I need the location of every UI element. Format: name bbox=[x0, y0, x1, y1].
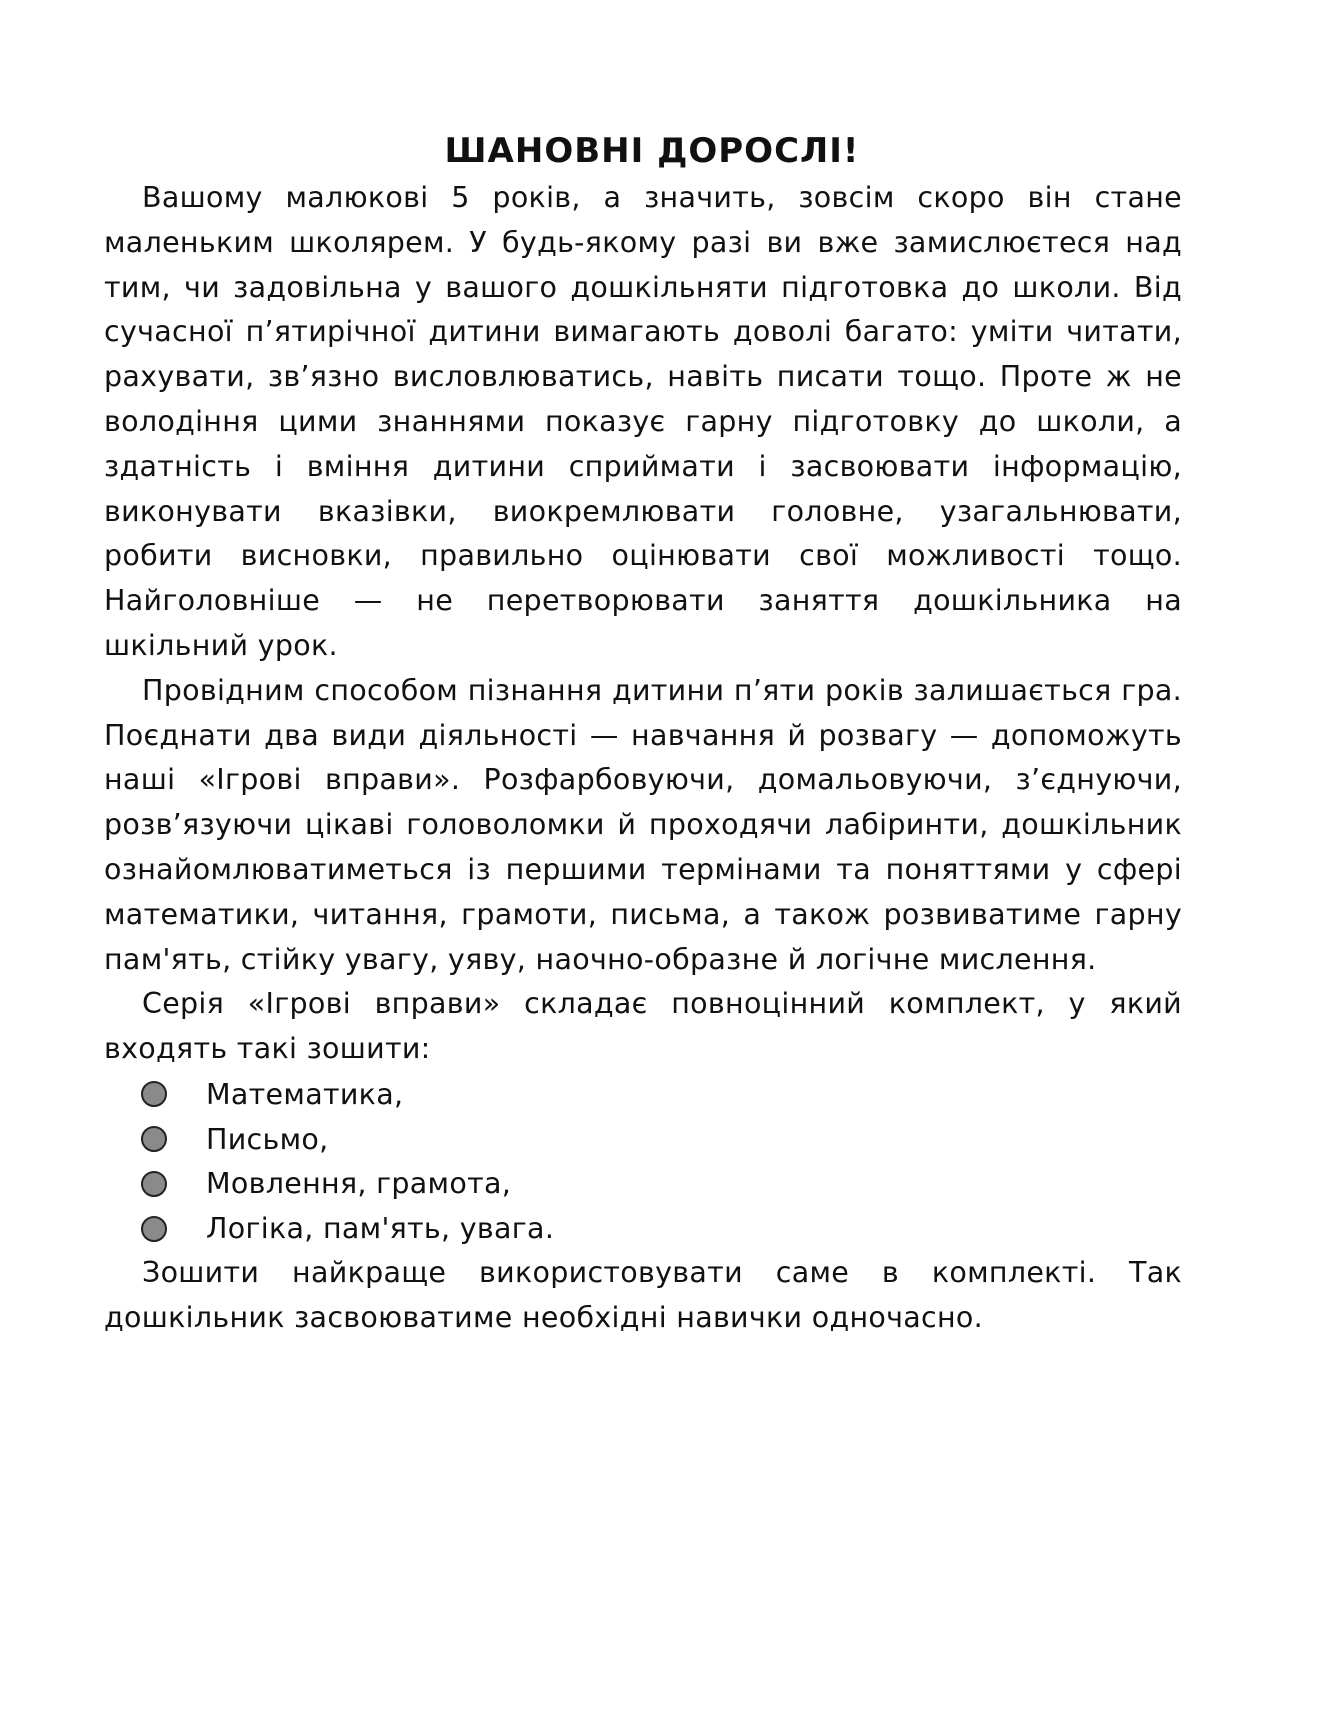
play-paragraph: Провідним способом пізнання дитини п’яти років залишається гра. Поєднати два види діяльності — навчання й розвагу — допоможуть наші «Ігрові вправи». Розфарбовуючи, домальовуючи, з’єднуючи, розв’язуючи цікаві головоломки й проходячи лабіринти, дошкільник ознайомлюватиметься із першими термінами та поняттями у сфері математики, читання, грамоти, письма, а також розвиватиме гарну пам'ять, стійку увагу, уяву, наочно-образне й логічне мислення. bbox=[104, 673, 1182, 976]
list-item-label: Логіка, пам'ять, увага. bbox=[206, 1212, 555, 1246]
page-title: ШАНОВНІ ДОРОСЛІ! bbox=[444, 131, 860, 171]
list-item-label: Математика, bbox=[206, 1077, 404, 1111]
bullet-circle-icon bbox=[141, 1216, 167, 1242]
bullet-circle-icon bbox=[141, 1081, 167, 1107]
bullet-circle-icon bbox=[141, 1171, 167, 1197]
series-paragraph: Серія «Ігрові вправи» складає повноцінний комплект, у який входять такі зошити: bbox=[104, 987, 1182, 1066]
intro-paragraph: Вашому малюкові 5 років, а значить, зовсім скоро він стане маленьким школярем. У будь-якому разі ви вже замислюєтеся над тим, чи задовільна у вашого дошкільняти підготовка до школи. Від сучасної п’ятирічної дитини вимагають доволі багато: уміти читати, рахувати, зв’язно висловлюватись, навіть писати тощо. Проте ж не володіння цими знаннями показує гарну підготовку до школи, а здатність і вміння дитини сприймати і засвоювати інформацію, виконувати вказівки, виокремлювати головне, узагальнювати, робити висновки, правильно оцінювати свої можливості тощо. Найголовніше — не перетворювати заняття дошкільника на шкільний урок. bbox=[104, 181, 1182, 662]
document-page bbox=[104, 128, 1182, 1341]
list-item bbox=[104, 1117, 1182, 1162]
closing-paragraph: Зошити найкраще використовувати саме в комплекті. Так дошкільник засвоюватиме необхідні навички одночасно. bbox=[104, 1256, 1182, 1334]
list-item bbox=[104, 1206, 1182, 1251]
list-item-label: Письмо, bbox=[206, 1122, 329, 1156]
bullet-circle-icon bbox=[141, 1126, 167, 1152]
list-item bbox=[104, 1072, 1182, 1117]
list-item-label: Мовлення, грамота, bbox=[206, 1167, 512, 1201]
notebook-list bbox=[104, 1072, 1182, 1251]
list-item bbox=[104, 1162, 1182, 1207]
